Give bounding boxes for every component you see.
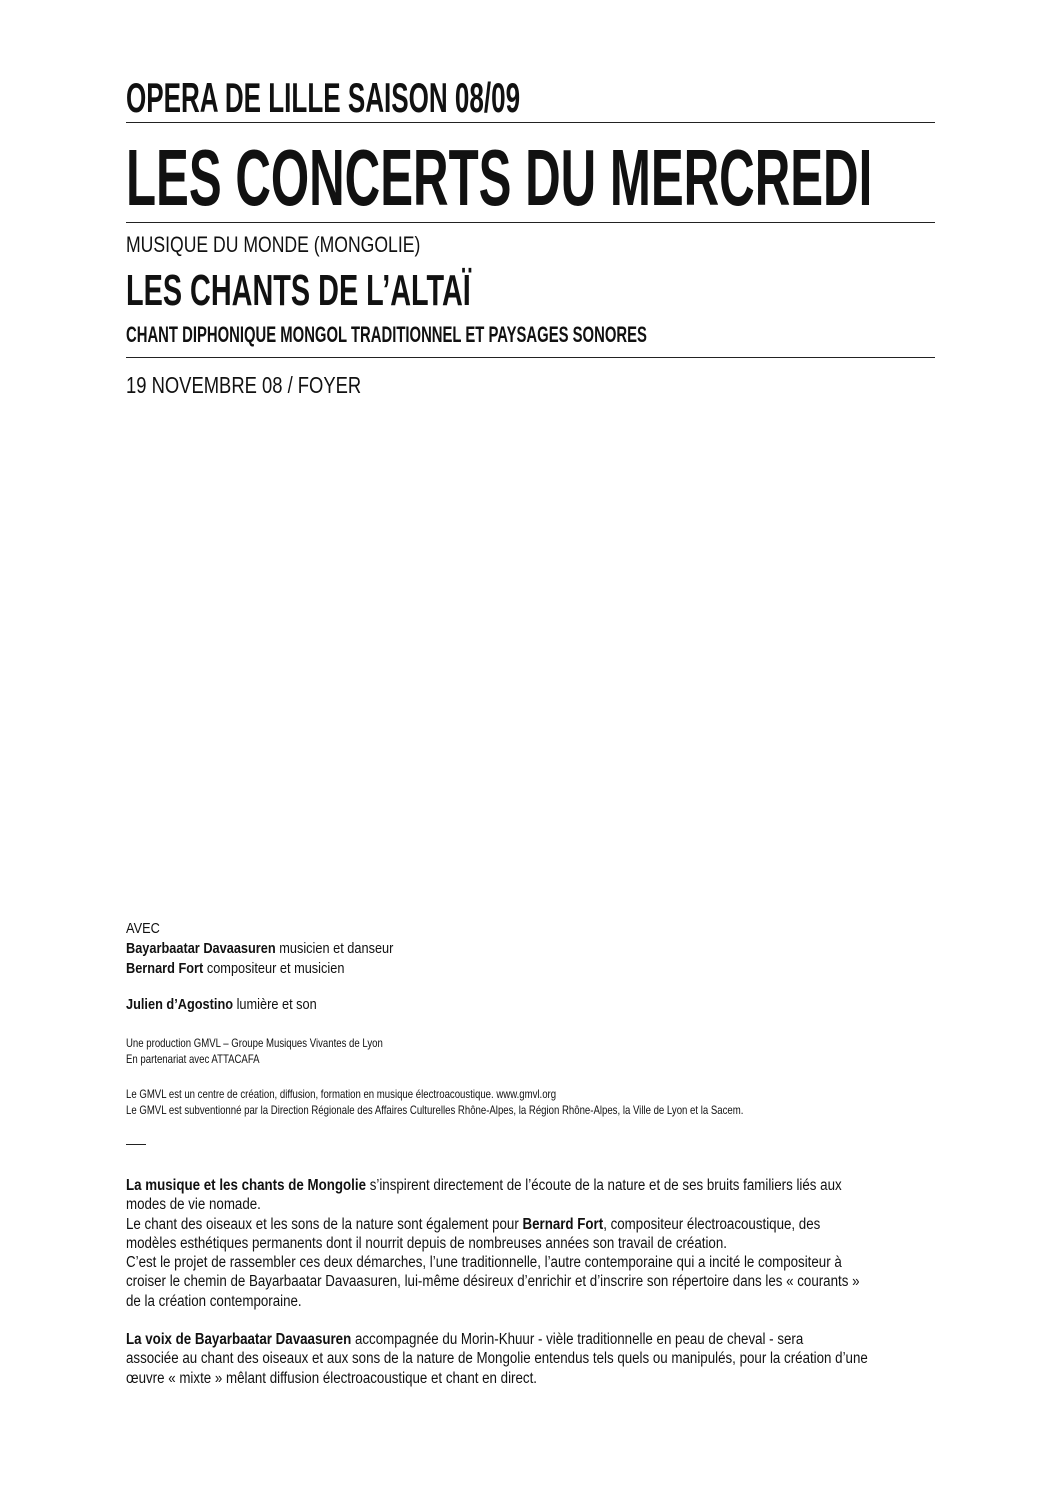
paragraph-text: Le chant des oiseaux et les sons de la nature sont également pour — [126, 1215, 523, 1233]
credit-role: compositeur et musicien — [203, 961, 345, 977]
divider-rule — [126, 122, 935, 123]
gmvl-line: Le GMVL est subventionné par la Direction Régionale des Affaires Culturelles Rhône-Alpes, la Région Rhône-Alpes, la Ville de Lyon et la Sacem. — [126, 1103, 744, 1117]
paragraph-1 — [126, 1176, 1058, 1311]
paragraph-text: croiser le chemin de Bayarbaatar Davaasuren, lui-même désireux d’enrichir et d’inscrire son répertoire dans les « courants » — [126, 1273, 860, 1291]
production-line: Une production GMVL – Groupe Musiques Vivantes de Lyon — [126, 1036, 383, 1050]
paragraph-text: modèles esthétiques permanents dont il nourrit depuis de nombreuses années son travail de création. — [126, 1234, 727, 1252]
event-subtitle: CHANT DIPHONIQUE MONGOL TRADITIONNEL ET PAYSAGES SONORES — [126, 322, 647, 347]
credit-line — [126, 995, 848, 1015]
paragraph-lead: La musique et les chants de Mongolie — [126, 1177, 366, 1194]
credit-name: Bayarbaatar Davaasuren — [126, 941, 276, 957]
paragraph-text: s’inspirent directement de l’écoute de la nature et de ses bruits familiers liés aux — [365, 1177, 842, 1194]
credit-role: musicien et danseur — [275, 941, 394, 957]
paragraph-text: modes de vie nomade. — [126, 1196, 261, 1214]
divider-rule — [126, 222, 935, 223]
paragraph-lead: La voix de Bayarbaatar Davaasuren — [126, 1331, 352, 1348]
paragraph-text: C’est le projet de rassembler ces deux démarches, l’une traditionnelle, l’autre contemporaine qui a incité le compositeur à — [126, 1254, 842, 1272]
credit-name: Bernard Fort — [126, 961, 204, 977]
paragraph-text: accompagnée du Morin-Khuur - vièle traditionnelle en peau de cheval - sera — [351, 1331, 804, 1348]
credit-line — [126, 959, 848, 979]
gmvl-line: Le GMVL est un centre de création, diffusion, formation en musique électroacoustique. www.gmvl.org — [126, 1087, 557, 1101]
paragraph-2 — [126, 1330, 1058, 1388]
production-note — [126, 1035, 1026, 1067]
paragraph-text: de la création contemporaine. — [126, 1292, 302, 1310]
credit-role: lumière et son — [233, 997, 317, 1013]
production-line: En partenariat avec ATTACAFA — [126, 1052, 260, 1066]
credits-intro: AVEC — [126, 921, 160, 937]
section-dash — [126, 1144, 146, 1145]
event-genre: MUSIQUE DU MONDE (MONGOLIE) — [126, 232, 421, 257]
paragraph-text: œuvre « mixte » mêlant diffusion électroacoustique et chant en direct. — [126, 1369, 537, 1387]
event-title: LES CHANTS DE L’ALTAÏ — [126, 266, 471, 315]
divider-rule — [126, 357, 935, 358]
season-heading: OPERA DE LILLE SAISON 08/09 — [126, 74, 521, 121]
series-title: LES CONCERTS DU MERCREDI — [126, 133, 873, 222]
gmvl-note — [126, 1086, 1026, 1118]
paragraph-text: , compositeur électroacoustique, des — [603, 1215, 821, 1233]
paragraph-text: associée au chant des oiseaux et aux sons de la nature de Mongolie entendus tels quels ou manipulés, pour la création d’une — [126, 1350, 868, 1368]
credit-line — [126, 939, 848, 959]
credits-block — [126, 919, 946, 1015]
paragraph-emphasis: Bernard Fort — [522, 1215, 604, 1233]
credit-name: Julien d’Agostino — [126, 997, 234, 1013]
event-date-place: 19 NOVEMBRE 08 / FOYER — [126, 372, 362, 398]
